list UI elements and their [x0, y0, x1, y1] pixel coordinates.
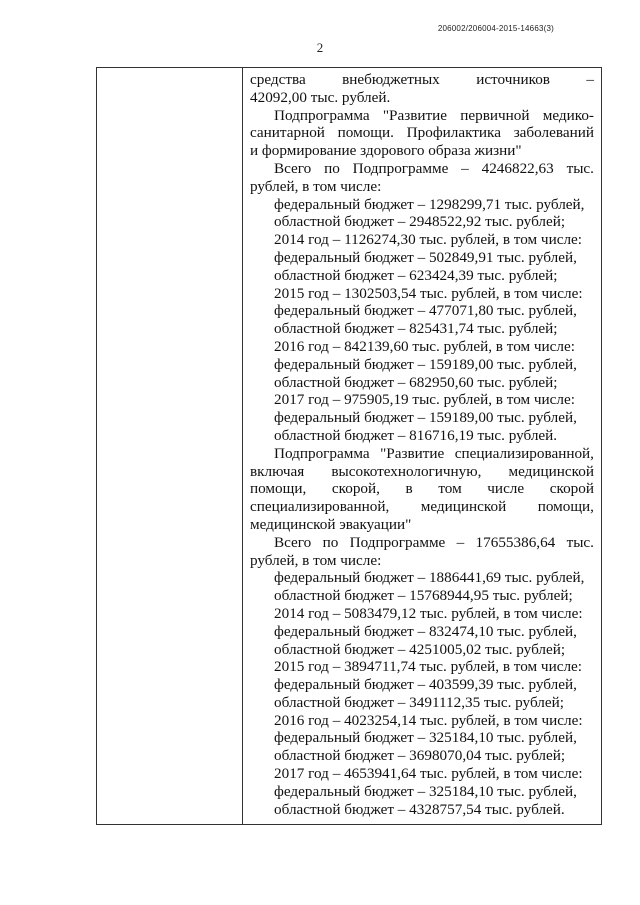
budget-line: федеральный бюджет – 502849,91 тыс. рублей, [274, 248, 577, 266]
subprogram-heading-line: Подпрограмма "Развитие первичной медико- [274, 106, 594, 124]
budget-line: федеральный бюджет – 159189,00 тыс. рублей, [274, 355, 577, 373]
total-line: Всего по Подпрограмме – 4246822,63 тыс. [274, 159, 594, 177]
year-line: 2015 год – 1302503,54 тыс. рублей, в том числе: [274, 284, 583, 302]
subprogram-heading-line: санитарной помощи. Профилактика заболеваний [250, 124, 594, 142]
subprogram-heading-line: Подпрограмма "Развитие специализированной, [274, 444, 594, 462]
budget-line: областной бюджет – 623424,39 тыс. рублей; [274, 266, 558, 284]
budget-line: областной бюджет – 2948522,92 тыс. рублей; [274, 213, 566, 231]
page-number: 2 [316, 40, 324, 55]
budget-line: федеральный бюджет – 403599,39 тыс. рублей, [274, 676, 577, 694]
year-line: 2016 год – 842139,60 тыс. рублей, в том числе: [274, 337, 575, 355]
budget-line: федеральный бюджет – 159189,00 тыс. рублей, [274, 409, 577, 427]
budget-line: федеральный бюджет – 477071,80 тыс. рублей, [274, 302, 577, 320]
subprogram-heading-line: специализированной, медицинской помощи, [250, 498, 594, 516]
document-id: 206002/206004-2015-14663(3) [437, 24, 554, 33]
budget-line: областной бюджет – 4251005,02 тыс. рублей; [274, 640, 566, 658]
total-line: рублей, в том числе: [250, 551, 382, 569]
year-line: 2016 год – 4023254,14 тыс. рублей, в том числе: [274, 711, 583, 729]
total-line: рублей, в том числе: [250, 177, 382, 195]
budget-line: федеральный бюджет – 1298299,71 тыс. рублей, [274, 195, 585, 213]
budget-line: федеральный бюджет – 1886441,69 тыс. рублей, [274, 569, 585, 587]
total-line: Всего по Подпрограмме – 17655386,64 тыс. [274, 533, 594, 551]
budget-line: областной бюджет – 15768944,95 тыс. рублей; [274, 587, 573, 605]
table-cell-content [250, 71, 594, 818]
table-frame [96, 67, 602, 825]
year-line: 2017 год – 4653941,64 тыс. рублей, в том числе: [274, 765, 583, 783]
budget-line: областной бюджет – 682950,60 тыс. рублей; [274, 373, 558, 391]
budget-line: областной бюджет – 4328757,54 тыс. рублей. [274, 800, 565, 818]
budget-line: федеральный бюджет – 325184,10 тыс. рублей, [274, 729, 577, 747]
subprogram-heading-line: медицинской эвакуации" [250, 515, 412, 533]
year-line: 2014 год – 5083479,12 тыс. рублей, в том числе: [274, 604, 583, 622]
subprogram-heading-line: помощи, скорой, в том числе скорой [250, 480, 594, 498]
budget-line: областной бюджет – 3698070,04 тыс. рублей; [274, 747, 566, 765]
text-line: 42092,00 тыс. рублей. [250, 88, 391, 106]
budget-line: федеральный бюджет – 325184,10 тыс. рублей, [274, 782, 577, 800]
year-line: 2017 год – 975905,19 тыс. рублей, в том числе: [274, 391, 575, 409]
text-line: средства внебюджетных источников – [250, 71, 594, 88]
subprogram-heading-line: и формирование здорового образа жизни" [250, 142, 522, 160]
budget-line: федеральный бюджет – 832474,10 тыс. рублей, [274, 622, 577, 640]
budget-line: областной бюджет – 3491112,35 тыс. рублей; [274, 693, 564, 711]
year-line: 2015 год – 3894711,74 тыс. рублей, в том числе: [274, 658, 582, 676]
subprogram-heading-line: включая высокотехнологичную, медицинской [250, 462, 594, 480]
budget-line: областной бюджет – 816716,19 тыс. рублей. [274, 426, 558, 444]
budget-line: областной бюджет – 825431,74 тыс. рублей; [274, 320, 558, 338]
column-divider [242, 68, 243, 824]
year-line: 2014 год – 1126274,30 тыс. рублей, в том числе: [274, 231, 582, 249]
